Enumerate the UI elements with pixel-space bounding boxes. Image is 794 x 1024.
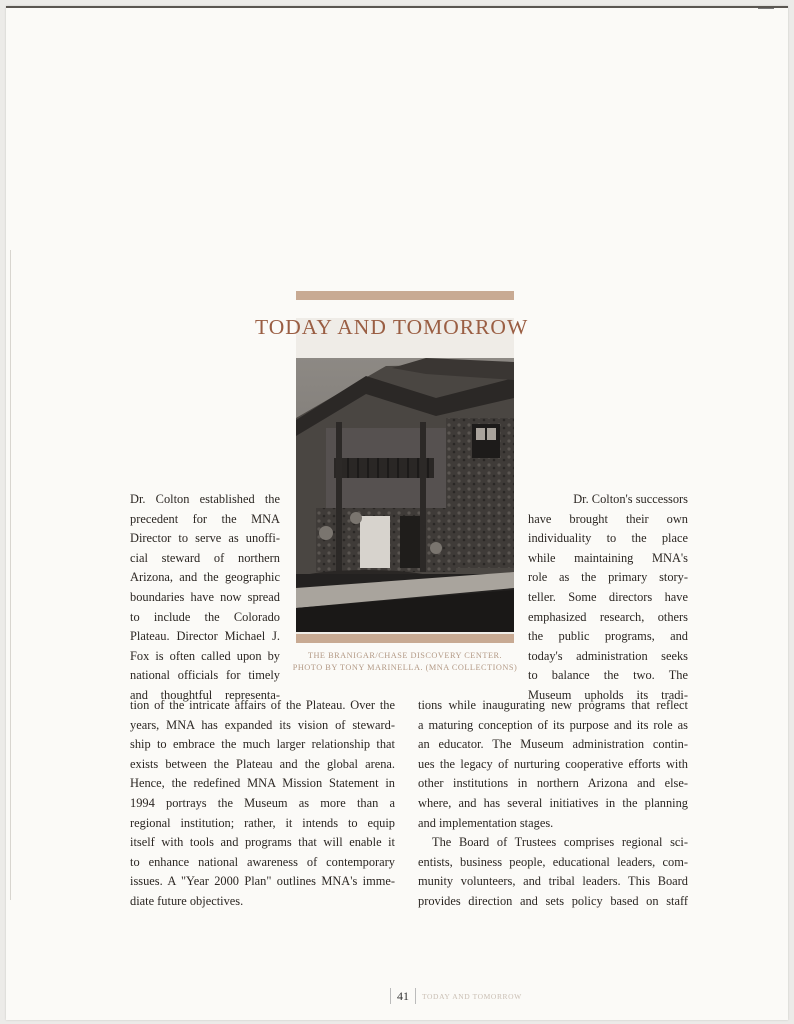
text-line: a maturing conception of its purpose and its role as <box>418 717 688 732</box>
caption-line-1: THE BRANIGAR/CHASE DISCOVERY CENTER. <box>307 651 503 660</box>
building-photo <box>296 358 514 632</box>
text-line: where, and has several initiatives in the planning <box>418 795 688 810</box>
text-line: national officials for timely <box>130 668 280 683</box>
text-line: and thoughtful representa- <box>130 687 280 702</box>
text-line: itself with tools and programs that will enable it <box>130 835 395 850</box>
right-column-continued <box>418 696 688 912</box>
page-number: 41 <box>397 988 409 1003</box>
text-line: and implementation stages. <box>418 815 554 830</box>
text-line: an educator. The Museum administration contin- <box>418 737 688 752</box>
text-line: to balance the two. The <box>528 668 688 683</box>
text-line: provides direction and sets policy based on staff <box>418 893 688 908</box>
text-line: years, MNA has expanded its vision of steward- <box>130 717 395 732</box>
text-line: Hence, the redefined MNA Mission Statement in <box>130 776 395 791</box>
text-line: precedent for the MNA <box>130 511 280 526</box>
text-line: cial steward of northern <box>130 550 280 565</box>
text-line: role as the primary story- <box>528 570 688 585</box>
text-line: entists, business people, educational leaders, com- <box>418 854 688 869</box>
text-line: today's administration seeks <box>528 648 688 663</box>
text-line: exists between the Plateau and the global arena. <box>130 756 395 771</box>
running-head: TODAY AND TOMORROW <box>422 991 522 1001</box>
accent-bar-top <box>296 291 514 300</box>
left-column-continued <box>130 696 395 912</box>
text-line: tions while inaugurating new programs that reflect <box>418 698 688 712</box>
footer-divider <box>390 988 391 1004</box>
text-line: emphasized research, others <box>528 609 688 624</box>
accent-bar-bottom <box>296 634 514 643</box>
text-line: munity volunteers, and tribal leaders. This Board <box>418 874 688 889</box>
text-line: regional institution; rather, it intends to equip <box>130 815 395 830</box>
text-line: tion of the intricate affairs of the Plateau. Over the <box>130 698 395 712</box>
text-line: The Board of Trustees comprises regional sci- <box>432 835 688 850</box>
photo-caption <box>290 650 520 674</box>
right-column-intro <box>528 490 688 706</box>
text-line: while maintaining MNA's <box>528 550 688 565</box>
text-line: ues the legacy of nurturing cooperative efforts with <box>418 756 688 771</box>
text-line: boundaries have now spread <box>130 589 280 604</box>
caption-line-2: PHOTO BY TONY MARINELLA. (MNA COLLECTIONS) <box>292 663 518 672</box>
left-column-intro <box>130 490 280 706</box>
text-line: issues. A "Year 2000 Plan" outlines MNA's imme- <box>130 874 395 889</box>
text-line: diate future objectives. <box>130 893 244 908</box>
text-line: Arizona, and the geographic <box>130 570 280 585</box>
text-line: Plateau. Director Michael J. <box>130 629 280 644</box>
text-line: Fox is often called upon by <box>130 648 280 663</box>
text-line: other institutions in northern Arizona and else- <box>418 776 688 791</box>
page-edge-line <box>10 250 11 900</box>
text-line: 1994 portrays the Museum as more than a <box>130 795 395 810</box>
page-footer <box>390 986 522 1006</box>
text-line: have brought their own <box>528 511 688 526</box>
text-line: Director to serve as unoffi- <box>130 531 280 546</box>
text-line: Dr. Colton's successors <box>573 492 688 506</box>
text-line: to include the Colorado <box>130 609 280 624</box>
crop-mark <box>758 8 774 9</box>
chapter-title: TODAY AND TOMORROW <box>255 315 529 339</box>
text-line: teller. Some directors have <box>528 589 688 604</box>
text-line: the public programs, and <box>528 629 688 644</box>
text-line: to enhance national awareness of contemporary <box>130 854 395 869</box>
text-line: Dr. Colton established the <box>130 492 280 506</box>
text-line: Museum upholds its tradi- <box>528 687 688 702</box>
text-line: individuality to the place <box>528 531 688 546</box>
text-line: ship to embrace the much larger relationship that <box>130 737 395 752</box>
footer-divider <box>415 988 416 1004</box>
